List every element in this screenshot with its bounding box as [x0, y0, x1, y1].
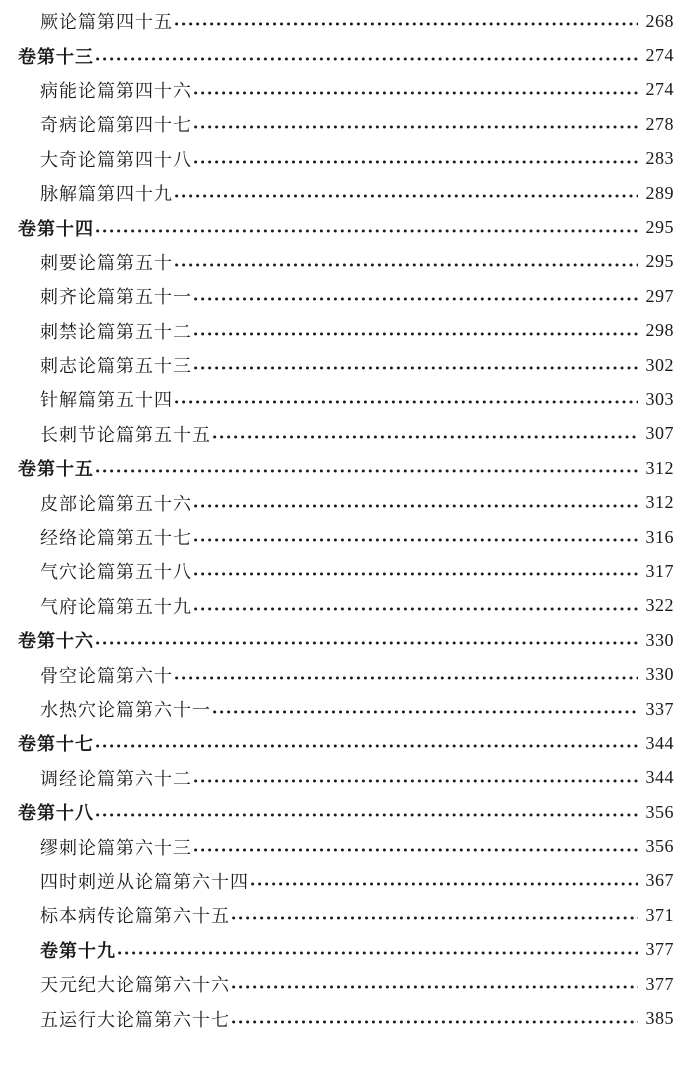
- dot-leader: [175, 396, 638, 406]
- dot-leader: [118, 947, 638, 957]
- toc-entry-title: 针解篇第五十四: [40, 390, 173, 412]
- dot-leader: [194, 328, 638, 338]
- toc-entry-title: 脉解篇第四十九: [40, 184, 173, 206]
- toc-volume-heading[interactable]: [0, 623, 700, 657]
- toc-entry-page: 283: [645, 148, 674, 169]
- toc-entry-title: 卷第十四: [18, 218, 94, 240]
- dot-leader: [194, 293, 638, 303]
- toc-entry[interactable]: [0, 314, 700, 348]
- toc-entry-page: 344: [645, 732, 674, 753]
- dot-leader: [175, 259, 638, 269]
- toc-entry-page: 295: [645, 217, 674, 238]
- toc-entry[interactable]: [0, 554, 700, 588]
- toc-volume-heading[interactable]: [0, 210, 700, 244]
- toc-entry-title: 皮部论篇第五十六: [40, 493, 192, 515]
- toc-entry[interactable]: [0, 142, 700, 176]
- toc-entry[interactable]: [0, 107, 700, 141]
- toc-entry-title: 长刺节论篇第五十五: [40, 424, 211, 446]
- toc-entry[interactable]: [0, 348, 700, 382]
- toc-entry-page: 330: [645, 664, 674, 685]
- dot-leader: [175, 672, 638, 682]
- toc-entry-title: 气穴论篇第五十八: [40, 562, 192, 584]
- dot-leader: [213, 706, 638, 716]
- toc-entry-title: 刺禁论篇第五十二: [40, 321, 192, 343]
- toc-entry-title: 大奇论篇第四十八: [40, 149, 192, 171]
- toc-entry-page: 289: [645, 182, 674, 203]
- toc-entry[interactable]: [0, 176, 700, 210]
- toc-entry-title: 刺志论篇第五十三: [40, 356, 192, 378]
- toc-entry[interactable]: [0, 898, 700, 932]
- toc-entry-page: 302: [645, 354, 674, 375]
- toc-entry[interactable]: [0, 1001, 700, 1035]
- toc-entry-title: 四时刺逆从论篇第六十四: [40, 871, 249, 893]
- toc-entry[interactable]: [0, 589, 700, 623]
- dot-leader: [194, 603, 638, 613]
- toc-entry-page: 356: [645, 836, 674, 857]
- toc-entry[interactable]: [0, 417, 700, 451]
- dot-leader: [194, 87, 638, 97]
- toc-entry-title: 气府论篇第五十九: [40, 596, 192, 618]
- toc-entry-title: 病能论篇第四十六: [40, 80, 192, 102]
- table-of-contents: [0, 4, 700, 1036]
- toc-entry[interactable]: [0, 520, 700, 554]
- toc-entry-page: 298: [645, 320, 674, 341]
- toc-entry-page: 268: [645, 10, 674, 31]
- toc-entry-title: 刺齐论篇第五十一: [40, 287, 192, 309]
- toc-entry-title: 卷第十七: [18, 734, 94, 756]
- toc-entry-page: 367: [645, 870, 674, 891]
- toc-entry-page: 295: [645, 251, 674, 272]
- toc-entry-title: 骨空论篇第六十: [40, 665, 173, 687]
- dot-leader: [194, 775, 638, 785]
- toc-entry-title: 天元纪大论篇第六十六: [40, 975, 230, 997]
- toc-entry-page: 316: [645, 526, 674, 547]
- toc-entry-page: 356: [645, 801, 674, 822]
- toc-entry-page: 322: [645, 595, 674, 616]
- dot-leader: [96, 465, 638, 475]
- toc-entry-title: 卷第十六: [18, 631, 94, 653]
- dot-leader: [232, 1016, 638, 1026]
- toc-entry[interactable]: [0, 761, 700, 795]
- toc-entry-title: 水热穴论篇第六十一: [40, 700, 211, 721]
- toc-entry-title: 卷第十三: [18, 46, 94, 68]
- toc-entry-title: 五运行大论篇第六十七: [40, 1009, 230, 1031]
- dot-leader: [232, 981, 638, 991]
- toc-entry-page: 317: [645, 560, 674, 581]
- toc-volume-heading[interactable]: [0, 933, 700, 967]
- toc-entry-page: 371: [645, 904, 674, 925]
- toc-entry[interactable]: [0, 864, 700, 898]
- toc-entry-page: 330: [645, 629, 674, 650]
- dot-leader: [194, 534, 638, 544]
- toc-entry[interactable]: [0, 279, 700, 313]
- toc-entry[interactable]: [0, 967, 700, 1001]
- toc-volume-heading[interactable]: [0, 38, 700, 72]
- toc-entry-page: 312: [645, 457, 674, 478]
- toc-entry-title: 经络论篇第五十七: [40, 528, 192, 550]
- toc-entry[interactable]: [0, 4, 700, 38]
- toc-entry[interactable]: [0, 829, 700, 863]
- toc-entry[interactable]: [0, 485, 700, 519]
- toc-entry[interactable]: [0, 382, 700, 416]
- toc-entry[interactable]: [0, 245, 700, 279]
- toc-entry-title: 卷第十五: [18, 459, 94, 481]
- toc-entry-title: 刺要论篇第五十: [40, 252, 173, 274]
- toc-entry-page: 274: [645, 45, 674, 66]
- toc-entry-title: 卷第十八: [18, 803, 94, 825]
- dot-leader: [194, 362, 638, 372]
- toc-entry-page: 385: [645, 1008, 674, 1029]
- toc-entry-page: 344: [645, 767, 674, 788]
- toc-entry[interactable]: [0, 657, 700, 691]
- dot-leader: [96, 225, 638, 235]
- dot-leader: [194, 500, 638, 510]
- toc-entry-page: 297: [645, 285, 674, 306]
- dot-leader: [194, 121, 638, 131]
- dot-leader: [194, 156, 638, 166]
- toc-volume-heading[interactable]: [0, 726, 700, 760]
- toc-volume-heading[interactable]: [0, 451, 700, 485]
- toc-entry-page: 274: [645, 79, 674, 100]
- toc-entry-page: 303: [645, 388, 674, 409]
- dot-leader: [194, 568, 638, 578]
- dot-leader: [251, 878, 638, 888]
- dot-leader: [175, 190, 638, 200]
- dot-leader: [194, 844, 638, 854]
- toc-entry[interactable]: [0, 692, 700, 726]
- toc-entry-page: 312: [645, 492, 674, 513]
- toc-entry-title: 卷第十九: [40, 940, 116, 962]
- dot-leader: [96, 740, 638, 750]
- toc-entry[interactable]: [0, 73, 700, 107]
- dot-leader: [213, 431, 638, 441]
- toc-entry-page: 307: [645, 423, 674, 444]
- toc-entry-page: 377: [645, 973, 674, 994]
- dot-leader: [96, 53, 638, 63]
- dot-leader: [96, 637, 638, 647]
- toc-entry-title: 奇病论篇第四十七: [40, 115, 192, 137]
- toc-entry-page: 337: [645, 698, 674, 719]
- dot-leader: [96, 809, 638, 819]
- toc-entry-title: 标本病传论篇第六十五: [40, 906, 230, 928]
- dot-leader: [232, 912, 638, 922]
- toc-entry-title: 缪刺论篇第六十三: [40, 837, 192, 859]
- toc-entry-title: 厥论篇第四十五: [40, 12, 173, 34]
- dot-leader: [175, 18, 638, 28]
- toc-entry-title: 调经论篇第六十二: [40, 768, 192, 790]
- toc-volume-heading[interactable]: [0, 795, 700, 829]
- toc-entry-page: 278: [645, 113, 674, 134]
- toc-entry-page: 377: [645, 939, 674, 960]
